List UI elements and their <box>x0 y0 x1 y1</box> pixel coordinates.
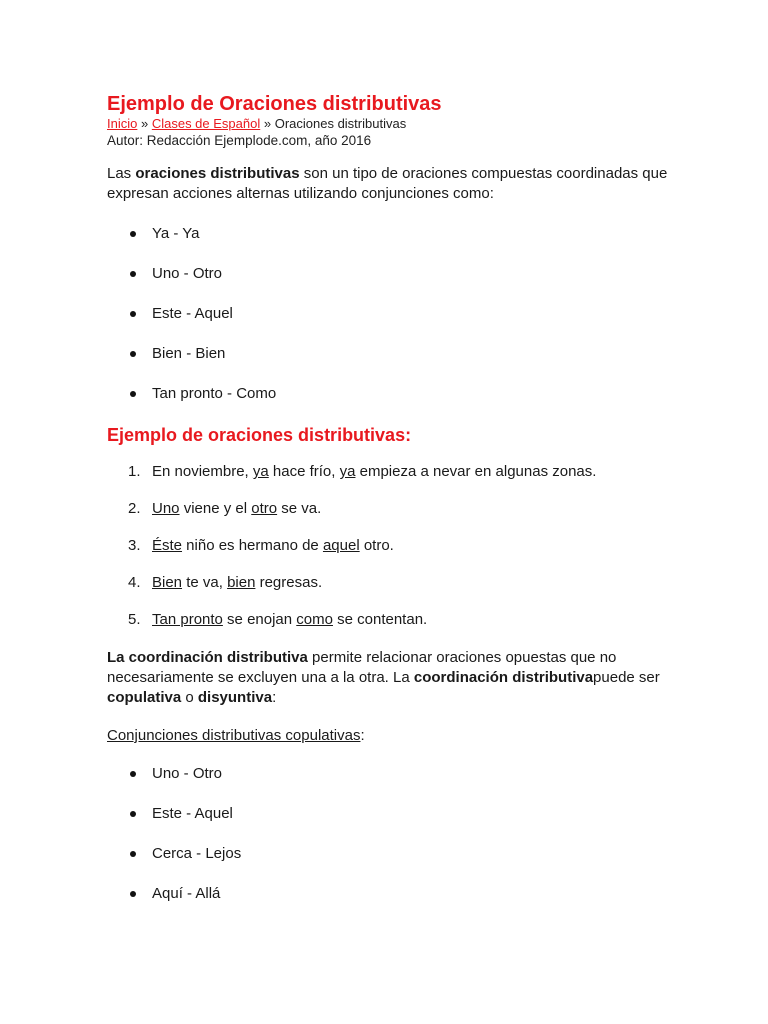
coordination-text: : <box>272 689 277 706</box>
list-item-text: Uno - Otro <box>152 765 223 782</box>
bullet-icon <box>130 891 136 897</box>
list-item <box>107 344 707 364</box>
example-text: otro. <box>359 537 394 554</box>
list-item <box>107 224 707 244</box>
example-conjunction: aquel <box>322 537 360 554</box>
example-conjunction: Bien <box>152 574 183 591</box>
example-number: 2. <box>128 500 141 517</box>
bullet-icon <box>130 231 136 237</box>
example-conjunction: ya <box>252 463 269 480</box>
list-item-text: Uno - Otro <box>152 265 223 282</box>
example-number: 3. <box>128 537 141 554</box>
example-item <box>107 536 707 556</box>
example-conjunction: como <box>296 611 333 628</box>
breadcrumb-separator: » <box>137 116 152 131</box>
example-number: 4. <box>128 574 141 591</box>
breadcrumb-home-link[interactable]: Inicio <box>107 116 138 131</box>
example-text: se enojan <box>222 611 297 628</box>
example-item <box>107 462 707 482</box>
list-item-text: Aquí - Allá <box>152 885 221 902</box>
coordination-text: permite relacionar oraciones opuestas que no necesariamente se excluyen una a la otra. La <box>107 649 617 686</box>
list-item <box>107 884 707 904</box>
list-item <box>107 764 707 784</box>
article <box>107 92 707 904</box>
example-number: 5. <box>128 611 141 628</box>
list-item <box>107 264 707 284</box>
example-item <box>107 573 707 593</box>
breadcrumb-current: Oraciones distributivas <box>274 116 407 131</box>
example-text: hace frío, <box>268 463 340 480</box>
example-conjunction: bien <box>227 574 256 591</box>
list-item-text: Este - Aquel <box>152 305 233 322</box>
breadcrumb-separator: » <box>260 116 275 131</box>
example-text: se va. <box>277 500 322 517</box>
list-item <box>107 844 707 864</box>
examples-heading: Ejemplo de oraciones distributivas: <box>107 425 412 445</box>
example-conjunction: Tan pronto <box>152 611 223 628</box>
example-text: regresas. <box>255 574 323 591</box>
list-item-text: Ya - Ya <box>152 225 200 242</box>
list-item-text: Bien - Bien <box>152 345 226 362</box>
coordination-bold: disyuntiva <box>197 689 273 706</box>
examples-list <box>107 462 707 630</box>
example-item <box>107 499 707 519</box>
example-text: te va, <box>182 574 228 591</box>
example-conjunction: ya <box>339 463 356 480</box>
example-item <box>107 610 707 630</box>
example-text: empieza a nevar en algunas zonas. <box>355 463 597 480</box>
example-text: viene y el <box>179 500 252 517</box>
bullet-icon <box>130 271 136 277</box>
bullet-icon <box>130 851 136 857</box>
intro-text: son un tipo de oraciones compuestas coordinadas que expresan acciones alternas utilizando conjunciones como: <box>107 165 668 202</box>
breadcrumb-category-link[interactable]: Clases de Español <box>151 116 261 131</box>
list-item <box>107 304 707 324</box>
coordination-bold: copulativa <box>107 689 182 706</box>
list-item-text: Tan pronto - Como <box>152 385 277 402</box>
coordination-bold: coordinación distributiva <box>413 669 594 686</box>
copulative-list <box>107 764 707 904</box>
bullet-icon <box>130 351 136 357</box>
example-text: niño es hermano de <box>182 537 323 554</box>
coordination-text: puede ser <box>593 669 660 686</box>
bullet-icon <box>130 771 136 777</box>
example-conjunction: Uno <box>152 500 180 517</box>
intro-bold: oraciones distributivas <box>135 165 300 182</box>
breadcrumb <box>107 116 707 132</box>
coordination-paragraph <box>107 648 707 708</box>
example-number: 1. <box>128 463 141 480</box>
example-conjunction: Éste <box>152 537 183 554</box>
list-item <box>107 804 707 824</box>
author-line: Autor: Redacción Ejemplode.com, año 2016 <box>107 133 372 148</box>
bullet-icon <box>130 311 136 317</box>
copulative-colon: : <box>360 727 365 744</box>
example-text: En noviembre, <box>152 463 253 480</box>
copulative-heading-text: Conjunciones distributivas copulativas <box>107 727 361 744</box>
page-title: Ejemplo de Oraciones distributivas <box>107 93 442 115</box>
intro-paragraph <box>107 164 707 204</box>
coordination-bold: La coordinación distributiva <box>107 649 308 666</box>
conjunctions-list <box>107 224 707 404</box>
example-conjunction: otro <box>251 500 278 517</box>
example-text: se contentan. <box>332 611 428 628</box>
list-item-text: Cerca - Lejos <box>152 845 242 862</box>
bullet-icon <box>130 391 136 397</box>
coordination-text: o <box>181 689 198 706</box>
intro-text: Las <box>107 165 136 182</box>
list-item-text: Este - Aquel <box>152 805 233 822</box>
copulative-heading <box>107 726 707 746</box>
list-item <box>107 384 707 404</box>
bullet-icon <box>130 811 136 817</box>
